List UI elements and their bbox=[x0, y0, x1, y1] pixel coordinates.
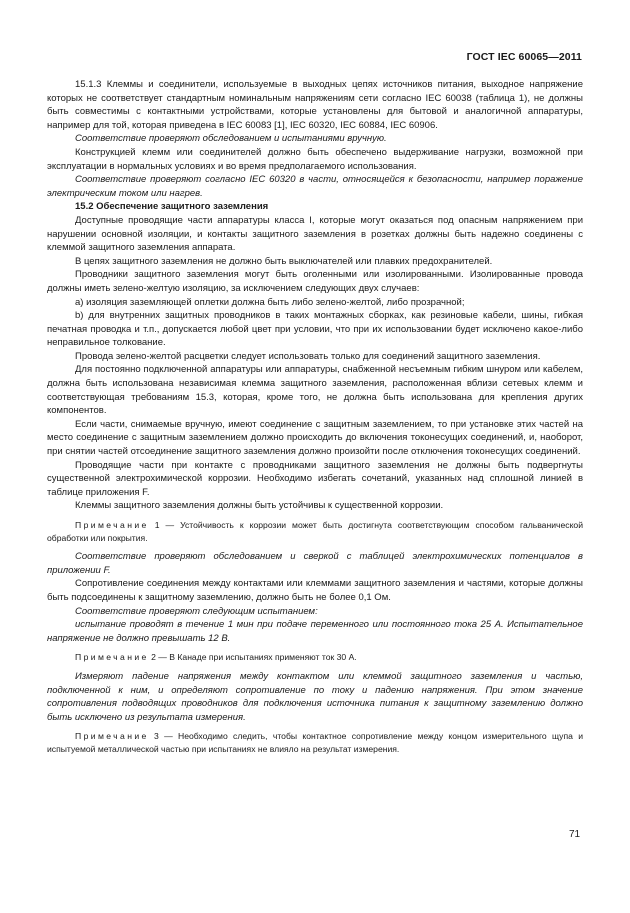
compliance-paragraph: Соответствие проверяют согласно IEC 60320 в части, относящейся к безопасности, например поражение электрическим током или нагрев. bbox=[47, 174, 583, 199]
paragraph: Сопротивление соединения между контактами или клеммами защитного заземления и частями, которые должны быть подсоединены к защитному заземлению, должно быть не более 0,1 Ом. bbox=[47, 578, 583, 603]
note-text: 1 — Устойчивость к коррозии может быть достигнута соответствующим способом гальванической обработки или покрытия. bbox=[47, 520, 583, 543]
paragraph: В цепях защитного заземления не должно быть выключателей или плавких предохранителей. bbox=[75, 255, 493, 267]
paragraph: Проводящие части при контакте с проводниками защитного заземления не должны быть подвергнуты существенной электрохимической коррозии. Необходимо избегать сочетаний, указанных над сплошной линией в таблице приложения F. bbox=[47, 459, 583, 498]
note-text: 3 — Необходимо следить, чтобы контактное сопротивление между концом измерительного щупа и испытуемой металлической частью при испытаниях не влияло на результат измерения. bbox=[47, 731, 583, 754]
compliance-paragraph: Соответствие проверяют обследованием и сверкой с таблицей электрохимических потенциалов в приложении F. bbox=[47, 551, 583, 576]
paragraph: Доступные проводящие части аппаратуры класса I, которые могут оказаться под опасным напряжением при нарушении основной изоляции, и контакты защитного заземления в розетках должны быть надежно соединены с клеммой защитного заземления аппарата. bbox=[47, 214, 583, 254]
compliance-paragraph: Соответствие проверяют следующим испытанием: bbox=[75, 605, 318, 617]
paragraph: Клеммы защитного заземления должны быть устойчивы к существенной коррозии. bbox=[75, 500, 444, 512]
test-description: испытание проводят в течение 1 мин при подаче переменного или постоянного тока 25 А. Испытательное напряжение не должно превышать 12 В. bbox=[47, 619, 583, 644]
list-item-b: b) для внутренних защитных проводников в таких монтажных сборках, как резиновые кабели, шины, гибкая печатная проводка и т.п., допускается любой цвет при условии, что при их использовании будет исключено какое-либо неправильное толкование. bbox=[47, 310, 583, 349]
note-label: Примечание bbox=[75, 731, 149, 742]
paragraph-15-1-3: 15.1.3 Клеммы и соединители, используемые в выходных цепях источников питания, выходное напряжение которых не соответствует стандартным номинальным напряжениям сети согласно IEC 60038 (таблица 1), не должны быть совместимы с контактными устройствами, которые установлены для бытовой и аналогичной аппаратуры, например для той, которая приведена в IEC 60083 [1], IEC 60320, IEC 60884, IEC 60906. bbox=[47, 79, 583, 131]
note-2 bbox=[47, 651, 583, 664]
paragraph: Конструкцией клемм или соединителей должно быть обеспечено выдерживание нагрузки, возможной при эксплуатации в нормальных условиях и во время предполагаемого использования. bbox=[47, 146, 583, 172]
note-3 bbox=[47, 730, 583, 755]
section-heading-15-2: 15.2 Обеспечение защитного заземления bbox=[75, 201, 269, 213]
paragraph: Если части, снимаемые вручную, имеют соединение с защитным заземлением, то при установке этих частей на место соединение с защитным заземлением должно происходить до включения токонесущих соединений, и, наоборот, при снятии частей отсоединение защитного заземления должно произойти после отключения токонесущих соединений. bbox=[47, 418, 583, 458]
page-number: 71 bbox=[569, 829, 581, 840]
paragraph: Проводники защитного заземления могут быть оголенными или изолированными. Изолированные провода должны иметь зелено-желтую изоляцию, за исключением следующих двух случаев: bbox=[47, 269, 583, 294]
document-body bbox=[47, 78, 583, 762]
note-label: Примечание bbox=[75, 520, 149, 530]
compliance-paragraph: Соответствие проверяют обследованием и испытаниями вручную. bbox=[75, 133, 387, 145]
note-text: 2 — В Канаде при испытаниях применяют ток 30 А. bbox=[148, 652, 357, 663]
list-item-a: а) изоляция заземляющей оплетки должна быть либо зелено-желтой, либо прозрачной; bbox=[75, 296, 465, 308]
paragraph: Для постоянно подключенной аппаратуры или аппаратуры, снабженной несъемным гибким шнуром или кабелем, должна быть использована независимая клемма защитного заземления, расположенная вблизи сетевых клемм и соответствующая требованиям 15.3, которая, кроме того, не должна быть использована для крепления других компонентов. bbox=[47, 364, 583, 417]
note-1 bbox=[47, 519, 583, 544]
note-label: Примечание bbox=[75, 652, 149, 663]
paragraph: Провода зелено-желтой расцветки следует использовать только для соединений защитного заземления. bbox=[75, 350, 541, 362]
measurement-paragraph: Измеряют падение напряжения между контактом или клеммой защитного заземления и частью, подключенной к ним, и определяют сопротивление по току и падению напряжения. При этом значение сопротивления подводящих проводников для подключения источника питания к защитному заземлению должно быть исключено из результата измерения. bbox=[47, 670, 583, 723]
document-header: ГОСТ IEC 60065—2011 bbox=[466, 51, 582, 63]
